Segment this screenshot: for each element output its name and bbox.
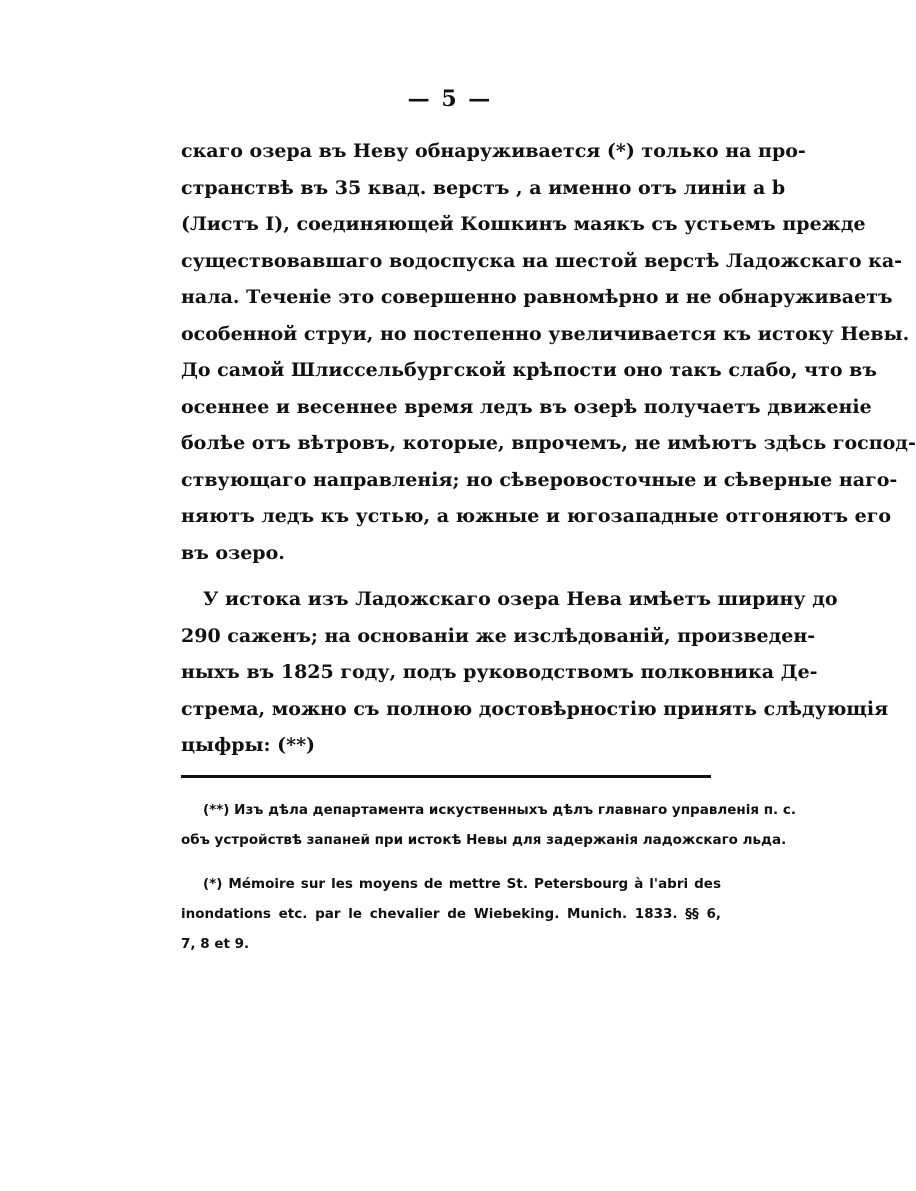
page-number: — 5 —: [407, 86, 493, 112]
footnote-line: (*) Mémoire sur les moyens de mettre St. Petersbourg à l'abri des: [203, 876, 721, 892]
text-line: 290 саженъ; на основаніи же изслѣдованій, произведен-: [181, 624, 816, 647]
text-line: У истока изъ Ладожскаго озера Нева имѣетъ ширину до: [203, 588, 838, 610]
text-line: существовавшаго водоспуска на шестой верстѣ Ладожскаго ка-: [181, 249, 903, 272]
text-line: нала. Теченіе это совершенно равномѣрно и не обнаруживаетъ: [181, 286, 893, 308]
text-line: странствѣ въ 35 квад. верстъ , а именно отъ линіи a b: [181, 176, 786, 199]
text-line: ствующаго направленія; но сѣверовосточные и сѣверные наго-: [181, 468, 898, 491]
text-line: скаго озера въ Неву обнаруживается (*) только на про-: [181, 140, 806, 162]
text-line: болѣе отъ вѣтровъ, которые, впрочемъ, не имѣютъ здѣсь господ-: [181, 432, 916, 454]
text-line: цыфры: (**): [181, 734, 316, 756]
text-line: стрема, можно съ полною достовѣрностію принять слѣдующія: [181, 697, 889, 720]
text-line: осеннее и весеннее время ледъ въ озерѣ получаетъ движеніе: [181, 395, 872, 418]
footnote-divider: [181, 775, 711, 778]
text-line: няютъ ледъ къ устью, а южные и югозападные отгоняютъ его: [181, 505, 892, 527]
footnote-line: inondations etc. par le chevalier de Wiebeking. Munich. 1833. §§ 6,: [181, 906, 721, 922]
text-line: (Листъ I), соединяющей Кошкинъ маякъ съ устьемъ прежде: [181, 213, 866, 235]
paragraph-gap: [181, 571, 721, 581]
footnotes: [181, 795, 797, 959]
footnote-line: объ устройствѣ запаней при истокѣ Невы для задержанія ладожскаго льда.: [181, 832, 787, 848]
footnote-gap: [181, 855, 721, 869]
footnote-line: 7, 8 et 9.: [181, 936, 250, 952]
footnote-line: (**) Изъ дѣла департамента искуственныхъ дѣлъ главнаго управленія п. с.: [203, 802, 797, 818]
text-line: въ озеро.: [181, 541, 285, 564]
main-text: [181, 133, 916, 764]
text-line: До самой Шлиссельбургской крѣпости оно такъ слабо, что въ: [181, 359, 877, 381]
text-line: особенной струи, но постепенно увеличивается къ истоку Невы.: [181, 322, 910, 345]
text-line: ныхъ въ 1825 году, подъ руководствомъ полковника Де-: [181, 661, 818, 683]
